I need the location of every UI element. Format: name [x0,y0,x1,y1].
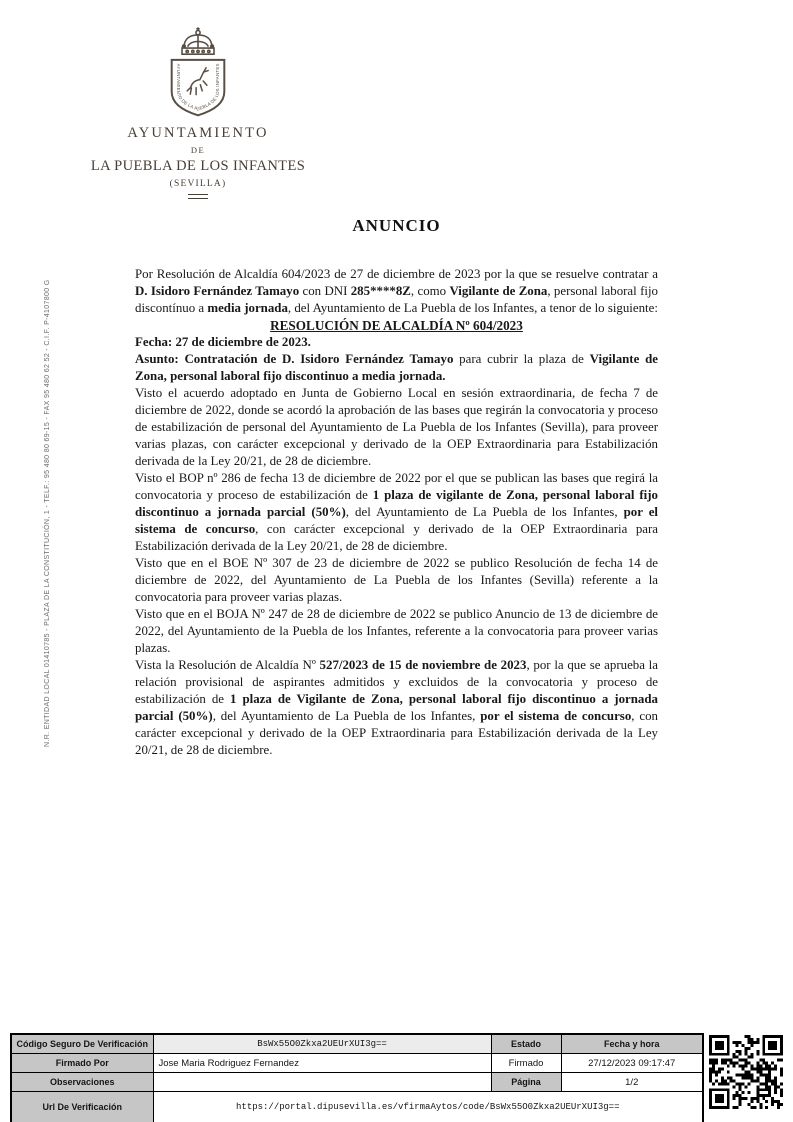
letterhead-divider [188,194,208,199]
document-title: ANUNCIO [352,216,441,235]
org-name-line1: AYUNTAMIENTO [127,125,269,141]
observaciones-value [153,1073,491,1092]
document-body [135,266,658,759]
paragraph-acuerdo: Visto el acuerdo adoptado en Junta de Gobierno Local en sesión extraordinaria, de fecha 7 de diciembre de 2022, donde se acordó la aprobación de las bases que regirán la convocatoria y proceso de estabilización de personal del Ayuntamiento de La Puebla de los Infantes (Sevilla), para proveer varias plazas, con carácter excepcional y derivado de la OEP Extraordinaria para Estabilización derivada de la Ley 20/21, de 28 de diciembre. [135,386,658,468]
table-row-observations [11,1073,703,1092]
paragraph-bop: Visto el BOP nº 286 de fecha 13 de diciembre de 2022 por el que se publican las bases que regirá la convocatoria y proceso de estabilización de 1 plaza de vigilante de Zona, personal laboral fijo discontinuo a jornada parcial (50%), del Ayuntamiento de La Puebla de los Infantes, por el sistema de concurso, con carácter excepcional y derivado de la OEP Extraordinaria para Estabilización derivada de la Ley 20/21, de 28 de diciembre. [135,471,659,553]
intro-paragraph: Por Resolución de Alcaldía 604/2023 de 27 de diciembre de 2023 por la que se resuelve contratar a D. Isidoro Fernández Tamayo con DNI 285****8Z, como Vigilante de Zona, personal laboral fijo discontínuo a media jornada, del Ayuntamiento de La Puebla de los Infantes, a tenor de lo siguiente: [135,267,658,315]
verification-footer [10,1033,704,1122]
signer-name: Jose Maria Rodriguez Fernandez [153,1054,491,1073]
goat-figure-icon [187,68,208,95]
verification-url: https://portal.dipusevilla.es/vfirmaAytos/code/BsWx55O0Zkxa2UEUrXUI3g== [153,1092,703,1122]
signature-datetime: 27/12/2023 09:17:47 [561,1054,703,1073]
org-name-line3: LA PUEBLA DE LOS INFANTES [90,158,306,174]
firmado-por-label: Firmado Por [11,1054,153,1073]
verification-table [10,1033,704,1122]
table-row-csv [11,1034,703,1054]
fecha-line: Fecha: 27 de diciembre de 2023. [135,335,311,349]
pagina-value: 1/2 [561,1073,703,1092]
asunto-line: Asunto: Contratación de D. Isidoro Fernández Tamayo para cubrir la plaza de Vigilante de Zona, personal laboral fijo discontinuo a media jornada. [135,352,658,383]
signature-status: Firmado [491,1054,561,1073]
entity-registration-line: N.R. ENTIDAD LOCAL 01410785 - PLAZA DE LA CONSTITUCIÓN, 1 - TELF.: 95 480 80 69-15 - FAX 95 480 62 52 - C.I.F. P-4107800 G [44,279,51,747]
csv-label: Código Seguro De Verificación [11,1034,153,1054]
csv-value: BsWx55O0Zkxa2UEUrXUI3g== [153,1034,491,1054]
paragraph-boja: Visto que en el BOJA Nº 247 de 28 de diciembre de 2022 se publico Anuncio de 13 de diciembre de 2022, del Ayuntamiento de la Puebla de los Infantes, referente a la convocatoria para proveer varias plazas. [135,607,658,655]
resolution-heading: RESOLUCIÓN DE ALCALDÍA Nº 604/2023 [270,318,523,333]
letterhead [78,26,318,199]
observaciones-label: Observaciones [11,1073,153,1092]
qr-code-icon [709,1035,783,1109]
svg-text:AYUNTAMIENTO DE LA PUEBLA DE L [176,63,221,112]
crest-ring-text: AYUNTAMIENTO DE LA PUEBLA DE LOS INFANTES [175,63,221,112]
org-province-line: (SEVILLA) [169,179,227,189]
url-verificacion-label: Url De Verificación [11,1092,153,1122]
paragraph-vista: Vista la Resolución de Alcaldía Nº 527/2023 de 15 de noviembre de 2023, por la que se aprueba la relación provisional de aspirantes admitidos y excluidos de la convocatoria y proceso de estabilización de 1 plaza de Vigilante de Zona, personal laboral fijo discontinuo a jornada parcial (50%), del Ayuntamiento de La Puebla de los Infantes, por el sistema de concurso, con carácter excepcional y derivado de la OEP Extraordinaria para Estabilización derivada de la Ley 20/21, de 28 de diciembre. [135,658,658,757]
municipal-coat-of-arms-icon [140,26,256,120]
org-name-line2: DE [190,145,206,155]
estado-header: Estado [491,1034,561,1054]
pagina-label: Página [491,1073,561,1092]
table-row-signer [11,1054,703,1073]
paragraph-boe: Visto que en el BOE Nº 307 de 23 de diciembre de 2022 se publico Resolución de fecha 14 de diciembre de 2022, del Ayuntamiento de La Puebla de los Infantes (Sevilla) referente a la convocatoria para proveer varias plazas. [135,556,658,604]
fecha-hora-header: Fecha y hora [561,1034,703,1054]
table-row-url [11,1092,703,1122]
